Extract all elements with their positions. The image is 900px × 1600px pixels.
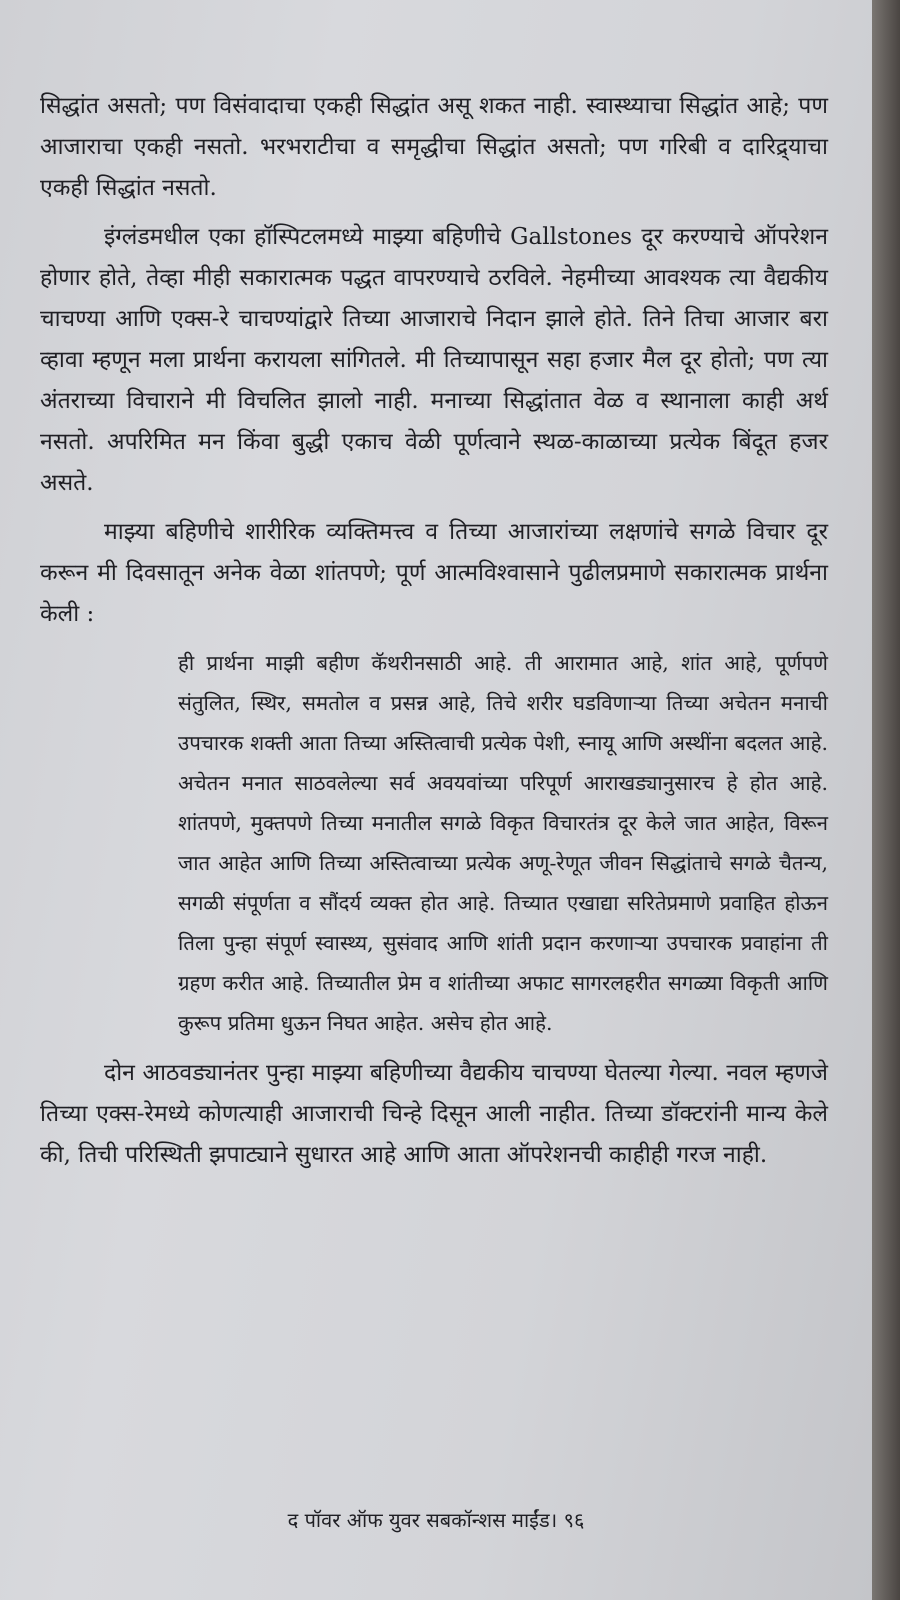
page-body	[40, 86, 828, 1184]
paragraph-continuation: सिद्धांत असतो; पण विसंवादाचा एकही सिद्धांत असू शकत नाही. स्वास्थ्याचा सिद्धांत आहे; पण आजाराचा एकही नसतो. भरभराटीचा व समृद्धीचा सिद्धांत असतो; पण गरिबी व दारिद्र्याचा एकही सिद्धांत नसतो.	[40, 93, 828, 201]
next-page-edge	[872, 0, 900, 1600]
paragraph-hospital-story: इंग्लंडमधील एका हॉस्पिटलमध्ये माझ्या बहिणीचे Gallstones दूर करण्याचे ऑपरेशन होणार होते, तेव्हा मीही सकारात्मक पद्धत वापरण्याचे ठरविले. नेहमीच्या आवश्यक त्या वैद्यकीय चाचण्या आणि एक्स-रे चाचण्यांद्वारे तिच्या आजाराचे निदान झाले होते. तिने तिचा आजार बरा व्हावा म्हणून मला प्रार्थना करायला सांगितले. मी तिच्यापासून सहा हजार मैल दूर होतो; पण त्या अंतराच्या विचाराने मी विचलित झालो नाही. मनाच्या सिद्धांतात वेळ व स्थानाला काही अर्थ नसतो. अपरिमित मन किंवा बुद्धी एकाच वेळी पूर्णत्वाने स्थळ-काळाच्या प्रत्येक बिंदूत हजर असते.	[40, 224, 828, 496]
paragraph-prayer-intro: माझ्या बहिणीचे शारीरिक व्यक्तिमत्त्व व तिच्या आजारांच्या लक्षणांचे सगळे विचार दूर करून मी दिवसातून अनेक वेळा शांतपणे; पूर्ण आत्मविश्वासाने पुढीलप्रमाणे सकारात्मक प्रार्थना केली :	[40, 519, 828, 627]
page-footer: द पॉवर ऑफ युवर सबकॉन्शस माईंड। ९६	[287, 1508, 585, 1532]
paragraph-result: दोन आठवड्यानंतर पुन्हा माझ्या बहिणीच्या वैद्यकीय चाचण्या घेतल्या गेल्या. नवल म्हणजे तिच्या एक्स-रेमध्ये कोणत्याही आजाराची चिन्हे दिसून आली नाहीत. तिच्या डॉक्टरांनी मान्य केले की, तिची परिस्थिती झपाट्याने सुधारत आहे आणि आता ऑपरेशनची काहीही गरज नाही.	[40, 1060, 828, 1168]
prayer-quote: ही प्रार्थना माझी बहीण कॅथरीनसाठी आहे. ती आरामात आहे, शांत आहे, पूर्णपणे संतुलित, स्थिर, समतोल व प्रसन्न आहे, तिचे शरीर घडविणाऱ्या तिच्या अचेतन मनाची उपचारक शक्ती आता तिच्या अस्तित्वाची प्रत्येक पेशी, स्नायू आणि अस्थींना बदलत आहे. अचेतन मनात साठवलेल्या सर्व अवयवांच्या परिपूर्ण आराखड्यानुसारच हे होत आहे. शांतपणे, मुक्तपणे तिच्या मनातील सगळे विकृत विचारतंत्र दूर केले जात आहेत, विरून जात आहेत आणि तिच्या अस्तित्वाच्या प्रत्येक अणू-रेणूत जीवन सिद्धांताचे सगळे चैतन्य, सगळी संपूर्णता व सौंदर्य व्यक्त होत आहे. तिच्यात एखाद्या सरितेप्रमाणे प्रवाहित होऊन तिला पुन्हा संपूर्ण स्वास्थ्य, सुसंवाद आणि शांती प्रदान करणाऱ्या उपचारक प्रवाहांना ती ग्रहण करीत आहे. तिच्यातील प्रेम व शांतीच्या अफाट सागरलहरीत सगळ्या विकृती आणि कुरूप प्रतिमा धुऊन निघत आहेत. असेच होत आहे.	[178, 651, 828, 1035]
